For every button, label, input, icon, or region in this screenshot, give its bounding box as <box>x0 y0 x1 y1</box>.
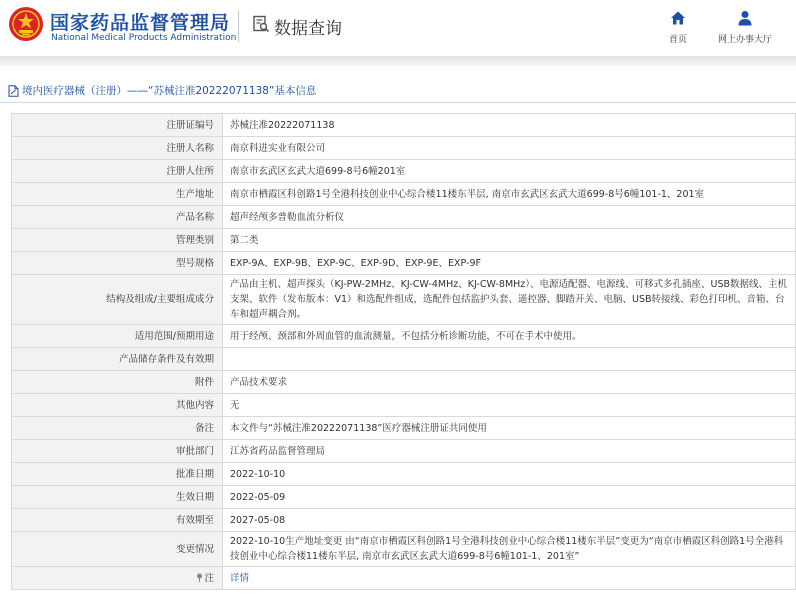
national-emblem-icon <box>8 6 44 42</box>
row-value: 南京市栖霞区科创路1号全港科技创业中心综合楼11楼东半层, 南京市玄武区玄武大道699-8号6幢101-1、201室 <box>223 183 796 206</box>
row-value: 产品技术要求 <box>223 371 796 394</box>
row-value: 本文件与“苏械注准20222071138”医疗器械注册证共同使用 <box>223 417 796 440</box>
data-query-icon <box>252 15 270 33</box>
site-logo-title[interactable]: 国家药品监督管理局 <box>50 12 231 34</box>
table-row <box>12 229 796 252</box>
row-value: 超声经颅多普勒血流分析仪 <box>223 206 796 229</box>
breadcrumb-text: 境内医疗器械（注册）——“苏械注准20222071138”基本信息 <box>22 85 317 97</box>
table-row <box>12 183 796 206</box>
row-label: 型号规格 <box>12 252 223 275</box>
table-row <box>12 394 796 417</box>
table-row <box>12 348 796 371</box>
row-value: 2027-05-08 <box>223 509 796 532</box>
table-row <box>12 371 796 394</box>
table-row <box>12 252 796 275</box>
header-divider <box>238 10 239 42</box>
row-value <box>223 348 796 371</box>
row-value: 2022-05-09 <box>223 486 796 509</box>
row-label: 注册证编号 <box>12 114 223 137</box>
table-row <box>12 137 796 160</box>
row-value: 产品由主机、超声探头（KJ-PW-2MHz、KJ-CW-4MHz、KJ-CW-8MHz）、电源适配器、电源线、可移式多孔插座、USB数据线、主机支架、软件（发布版本：V1）和选配件组成，选配件包括监护头套、遥控器、脚踏开关、电脑、USB转接线、彩色打印机、音箱、台车和超声耦合剂。 <box>223 275 796 325</box>
nav-home-label: 首页 <box>668 35 687 45</box>
row-value: 无 <box>223 394 796 417</box>
row-label: 审批部门 <box>12 440 223 463</box>
nav-online-office-label: 网上办事大厅 <box>717 35 772 45</box>
row-value: 江苏省药品监督管理局 <box>223 440 796 463</box>
site-header <box>0 0 796 56</box>
table-row <box>12 114 796 137</box>
row-label: 变更情况 <box>12 532 223 567</box>
row-label: 备注 <box>12 417 223 440</box>
row-label: 附件 <box>12 371 223 394</box>
row-label: 注册人名称 <box>12 137 223 160</box>
row-value: 2022-10-10 <box>223 463 796 486</box>
breadcrumb <box>8 83 316 98</box>
site-logo-subtitle[interactable]: National Medical Products Administration <box>51 33 237 43</box>
table-row <box>12 486 796 509</box>
table-row <box>12 532 796 567</box>
registration-info-table <box>11 113 796 590</box>
data-query-title: 数据查询 <box>274 19 342 39</box>
row-label: 适用范围/预期用途 <box>12 325 223 348</box>
row-label: 生产地址 <box>12 183 223 206</box>
row-value: 南京市玄武区玄武大道699-8号6幢201室 <box>223 160 796 183</box>
row-value: 2022-10-10生产地址变更 由“南京市栖霞区科创路1号全港科技创业中心综合楼11楼东半层”变更为“南京市栖霞区科创路1号全港科技创业中心综合楼11楼东半层, 南京市玄武区玄武大道699-8号6幢101-1、201室” <box>223 532 796 567</box>
row-label: 产品名称 <box>12 206 223 229</box>
table-row <box>12 567 796 590</box>
table-row <box>12 417 796 440</box>
breadcrumb-rule <box>0 102 796 103</box>
header-shadow <box>0 56 796 66</box>
nav-home[interactable] <box>660 10 696 45</box>
user-icon <box>737 10 753 26</box>
table-row <box>12 463 796 486</box>
table-row <box>12 509 796 532</box>
row-label: 批准日期 <box>12 463 223 486</box>
row-label: 生效日期 <box>12 486 223 509</box>
row-value: 第二类 <box>223 229 796 252</box>
table-row <box>12 440 796 463</box>
row-label: 产品储存条件及有效期 <box>12 348 223 371</box>
table-row <box>12 275 796 325</box>
row-label: 管理类别 <box>12 229 223 252</box>
nav-online-office[interactable] <box>712 10 778 45</box>
details-link[interactable]: 详情 <box>223 567 796 590</box>
document-edit-icon <box>8 85 19 97</box>
row-value: 南京科进实业有限公司 <box>223 137 796 160</box>
row-label: 注册人住所 <box>12 160 223 183</box>
row-label-note <box>12 567 223 590</box>
row-value: EXP-9A、EXP-9B、EXP-9C、EXP-9D、EXP-9E、EXP-9F <box>223 252 796 275</box>
row-value: 用于经颅、颈部和外周血管的血流测量，不包括分析诊断功能，不可在手术中使用。 <box>223 325 796 348</box>
row-value: 苏械注准20222071138 <box>223 114 796 137</box>
table-row <box>12 206 796 229</box>
row-label: 结构及组成/主要组成成分 <box>12 275 223 325</box>
table-row <box>12 325 796 348</box>
home-icon <box>670 10 686 26</box>
pin-icon <box>196 573 203 582</box>
row-label: 有效期至 <box>12 509 223 532</box>
table-row <box>12 160 796 183</box>
row-label: 其他内容 <box>12 394 223 417</box>
row-label-text: 注 <box>204 572 214 584</box>
